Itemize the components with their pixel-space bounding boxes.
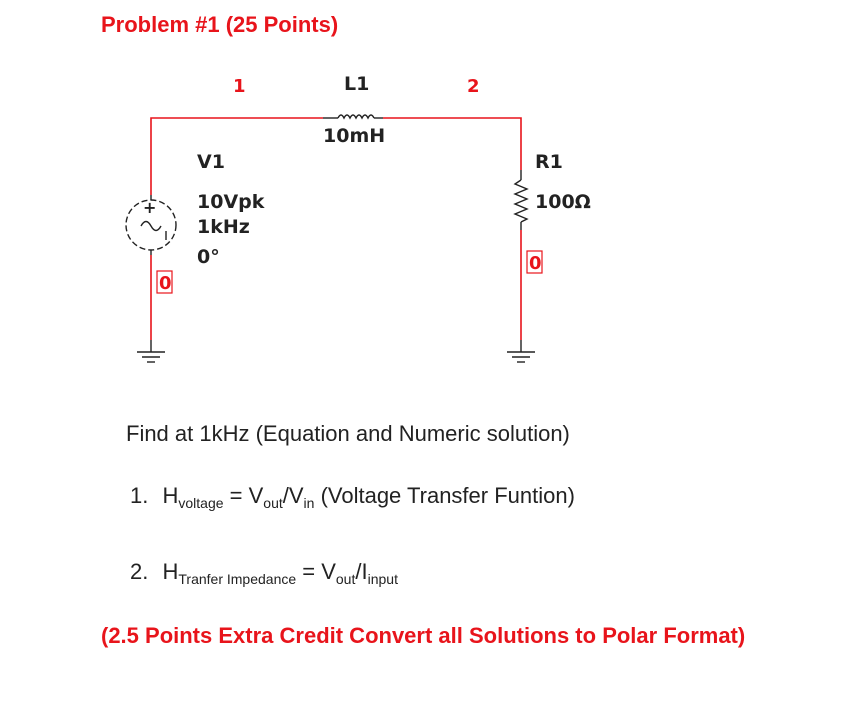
question-2-number: 2. [130,559,149,584]
question-2-out-subscript: out [335,571,356,587]
source-name: V1 [197,151,225,173]
question-2-in-subscript: input [367,571,398,587]
question-1 [130,483,575,511]
source-phase: 0° [197,246,220,268]
question-1-equals-v: = V [223,483,264,508]
problem-title: Problem #1 (25 Points) [101,12,339,37]
question-2-h: H [162,559,179,584]
question-1-slash-v: /V [282,483,304,508]
source-frequency: 1kHz [197,216,250,238]
inductor-value: 10mH [323,125,386,147]
instructions-intro: Find at 1kHz (Equation and Numeric solution) [126,421,570,446]
extra-credit-note: (2.5 Points Extra Credit Convert all Solutions to Polar Format) [101,623,746,648]
node-0-left-label: 0 [159,273,172,294]
node-2-label: 2 [467,76,480,97]
resistor-value: 100Ω [535,191,591,213]
question-1-number: 1. [130,483,149,508]
question-1-h-subscript: voltage [178,495,224,511]
resistor-name: R1 [535,151,563,173]
question-2 [130,559,398,587]
resistor-symbol [515,170,527,230]
ground-symbol-right [507,340,535,362]
ground-symbol-left [137,340,165,362]
source-plus-sign: + [143,198,157,217]
question-1-h: H [162,483,179,508]
question-2-slash-i: /I [355,559,368,584]
inductor-symbol [323,115,383,118]
source-amplitude: 10Vpk [197,191,265,213]
question-1-in-subscript: in [303,495,315,511]
question-1-out-subscript: out [263,495,283,511]
question-1-description: (Voltage Transfer Funtion) [314,483,575,508]
node-1-label: 1 [233,76,246,97]
node-0-right-label: 0 [529,253,542,274]
question-2-equals-v: = V [296,559,336,584]
question-2-h-subscript: Tranfer Impedance [178,571,297,587]
inductor-name: L1 [344,73,370,95]
